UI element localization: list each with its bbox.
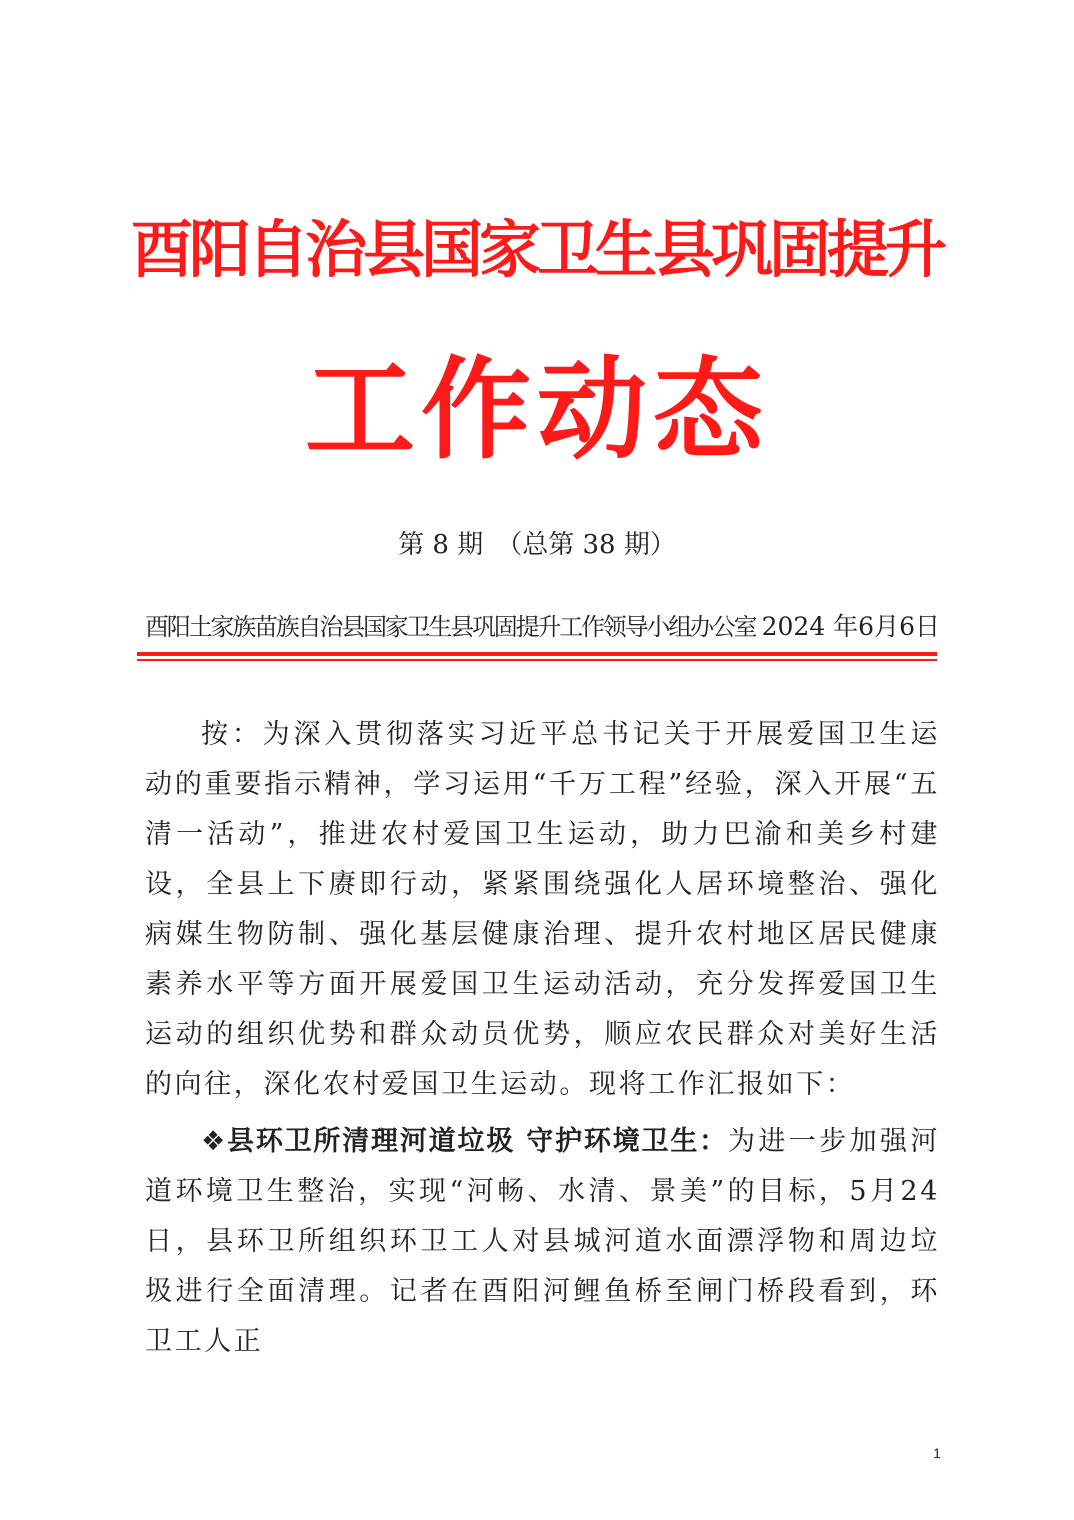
section-paragraph [145, 1117, 940, 1367]
issuing-office: 酉阳土家族苗族自治县国家卫生县巩固提升工作领导小组办公室 [145, 613, 756, 641]
document-title-line2: 工作动态 [305, 345, 769, 474]
section-text: 为进一步加强河道环境卫生整治，实现“河畅、水清、景美”的目标，5月24日，县环卫所组织环卫工人对县城河道水面漂浮物和周边垃圾进行全面清理。记者在酉阳河鲤鱼桥至闸门桥段看到，环卫工人正 [145, 1126, 940, 1357]
issue-number: 第 8 期 （总第 38 期） [398, 530, 676, 560]
issue-date: 2024 年6月6日 [761, 612, 940, 641]
issuer-line [145, 607, 940, 647]
red-divider-thin [137, 659, 937, 661]
document-body [145, 710, 940, 1367]
page-number: 1 [933, 1445, 941, 1461]
section-heading: ❖县环卫所清理河道垃圾 守护环境卫生： [201, 1126, 728, 1157]
intro-paragraph: 按：为深入贯彻落实习近平总书记关于开展爱国卫生运动的重要指示精神，学习运用“千万工程”经验，深入开展“五清一活动”，推进农村爱国卫生运动，助力巴渝和美乡村建设，全县上下赓即行动，紧紧围绕强化人居环境整治、强化病媒生物防制、强化基层健康治理、提升农村地区居民健康素养水平等方面开展爱国卫生运动活动，充分发挥爱国卫生运动的组织优势和群众动员优势，顺应农民群众对美好生活的向往，深化农村爱国卫生运动。现将工作汇报如下： [145, 719, 940, 1100]
document-title-line1: 酉阳自治县国家卫生县巩固提升 [130, 213, 943, 286]
red-divider-thick [137, 652, 937, 656]
